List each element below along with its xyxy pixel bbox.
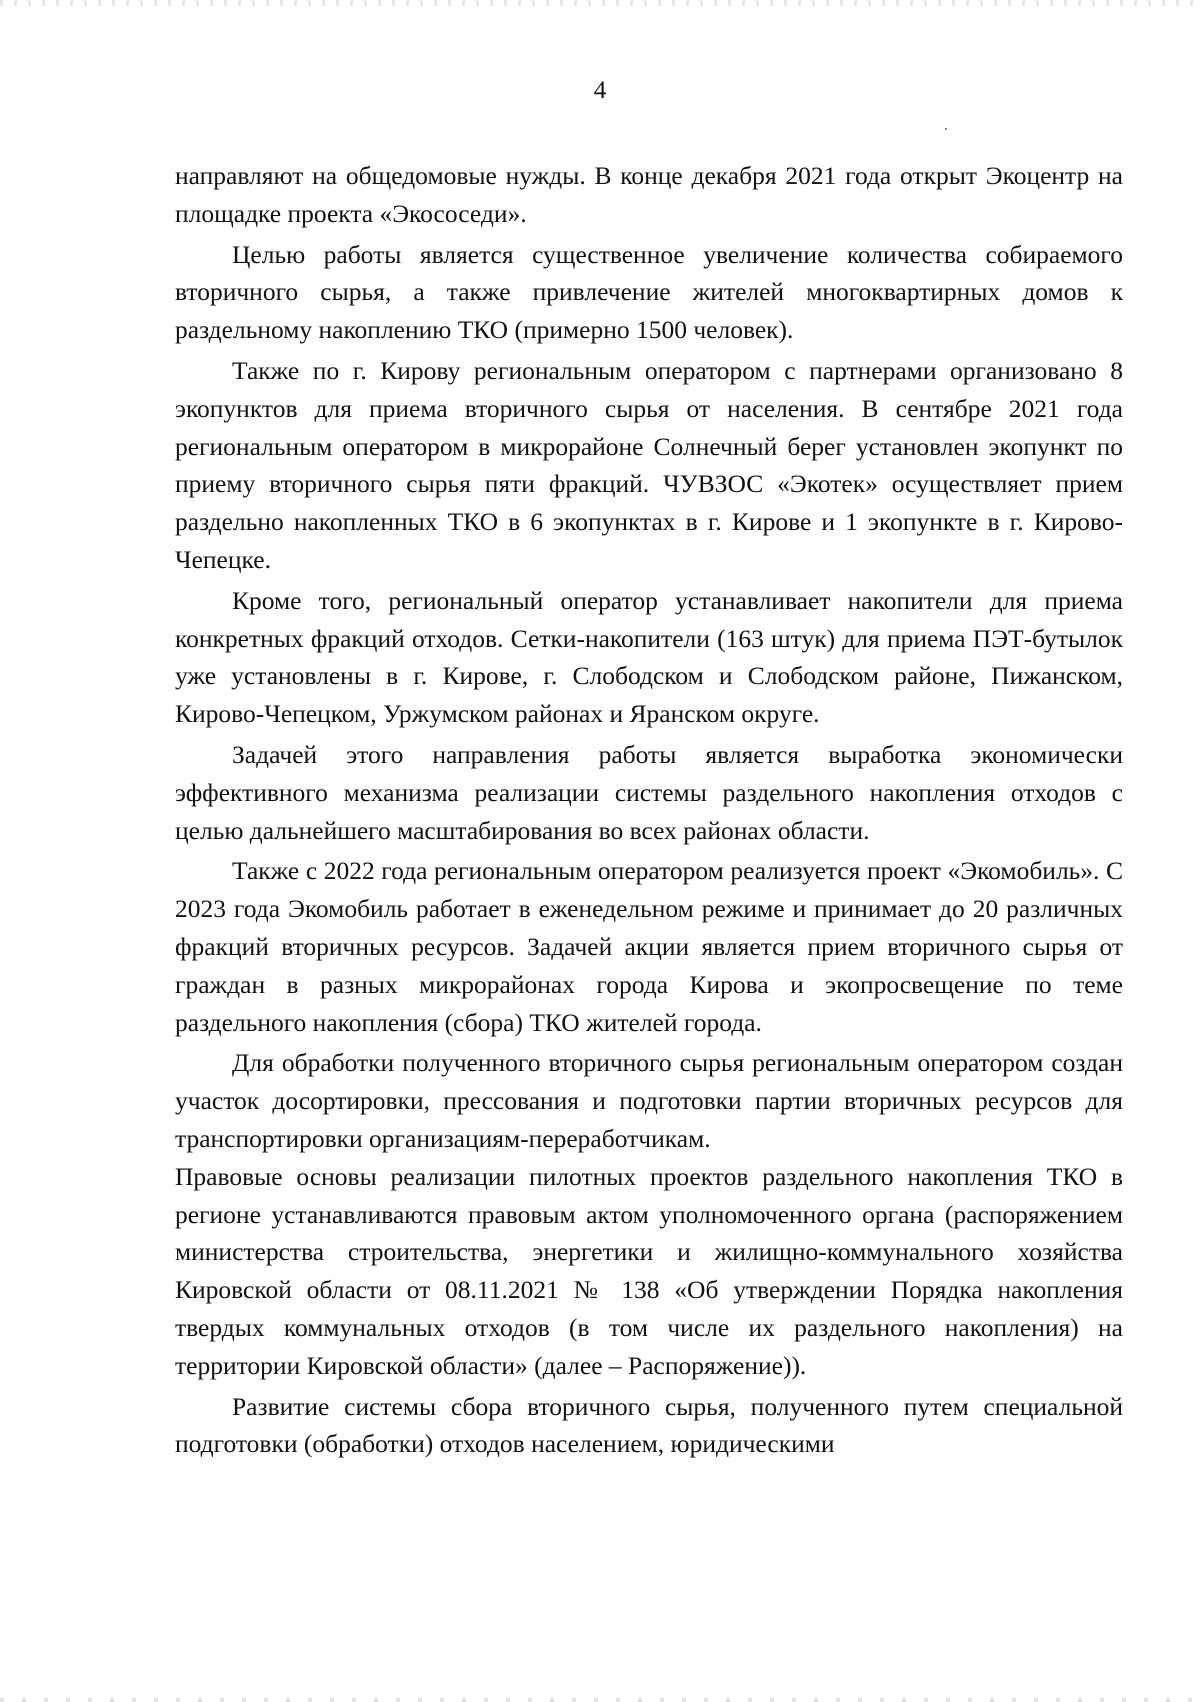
paragraph: Целью работы является существенное увеличение количества собираемого вторичного сырья, а также привлечение жителей многоквартирных домов к раздельному накоплению ТКО (примерно 1500 человек). [175,239,1123,345]
scan-speck [945,128,947,130]
paragraph: Для обработки полученного вторичного сырья региональным оператором создан участок досортировки, прессования и подготовки партии вторичных ресурсов для транспортировки организациям-переработчикам. [175,1048,1123,1153]
paragraph: Также по г. Кирову региональным оператором с партнерами организовано 8 экопунктов для приема вторичного сырья от населения. В сентябре 2021 года региональным оператором в микрорайоне Солнечный берег установлен экопункт по приему вторичного сырья пяти фракций. ЧУВЗОС «Экотек» осуществляет прием раздельно накопленных ТКО в 6 экопунктах в г. Кирове и 1 экопункте в г. Кирово-Чепецке. [175,355,1123,574]
page-number: 4 [593,77,607,104]
scan-edge-bottom [0,1698,1200,1702]
paragraph-continuation: направляют на общедомовые нужды. В конце декабря 2021 года открыт Экоцентр на площадке проекта «Экососеди». [175,161,1123,228]
paragraph: Кроме того, региональный оператор устанавливает накопители для приема конкретных фракций отходов. Сетки-накопители (163 штук) для приема ПЭТ-бутылок уже установлены в г. Кирове, г. Слободском и Слободском районе, Пижанском, Кирово-Чепецком, Уржумском районах и Яранском округе. [175,585,1123,729]
paragraph: Также с 2022 года региональным оператором реализуется проект «Экомобиль». С 2023 года Экомобиль работает в еженедельном режиме и принимает до 20 различных фракций вторичных ресурсов. Задачей акции является прием вторичного сырья от граждан в разных микрорайонах города Кирова и экопросвещение по теме раздельного накопления (сбора) ТКО жителей города. [175,856,1123,1037]
paragraph: Развитие системы сбора вторичного сырья, полученного путем специальной подготовки (обработки) отходов населением, юридическими [175,1391,1123,1459]
body-text [175,157,1123,1463]
scan-edge-top [0,0,1200,6]
paragraph: Задачей этого направления работы является выработка экономически эффективного механизма реализации системы раздельного накопления отходов с целью дальнейшего масштабирования во всех районах области. [175,739,1123,845]
paragraph: Правовые основы реализации пилотных проектов раздельного накопления ТКО в регионе устанавливаются правовым актом уполномоченного органа (распоряжением министерства строительства, энергетики и жилищно-коммунального хозяйства Кировской области от 08.11.2021 № 138 «Об утверждении Порядка накопления твердых коммунальных отходов (в том числе их раздельного накопления) на территории Кировской области» (далее – Распоряжение)). [175,1161,1123,1380]
